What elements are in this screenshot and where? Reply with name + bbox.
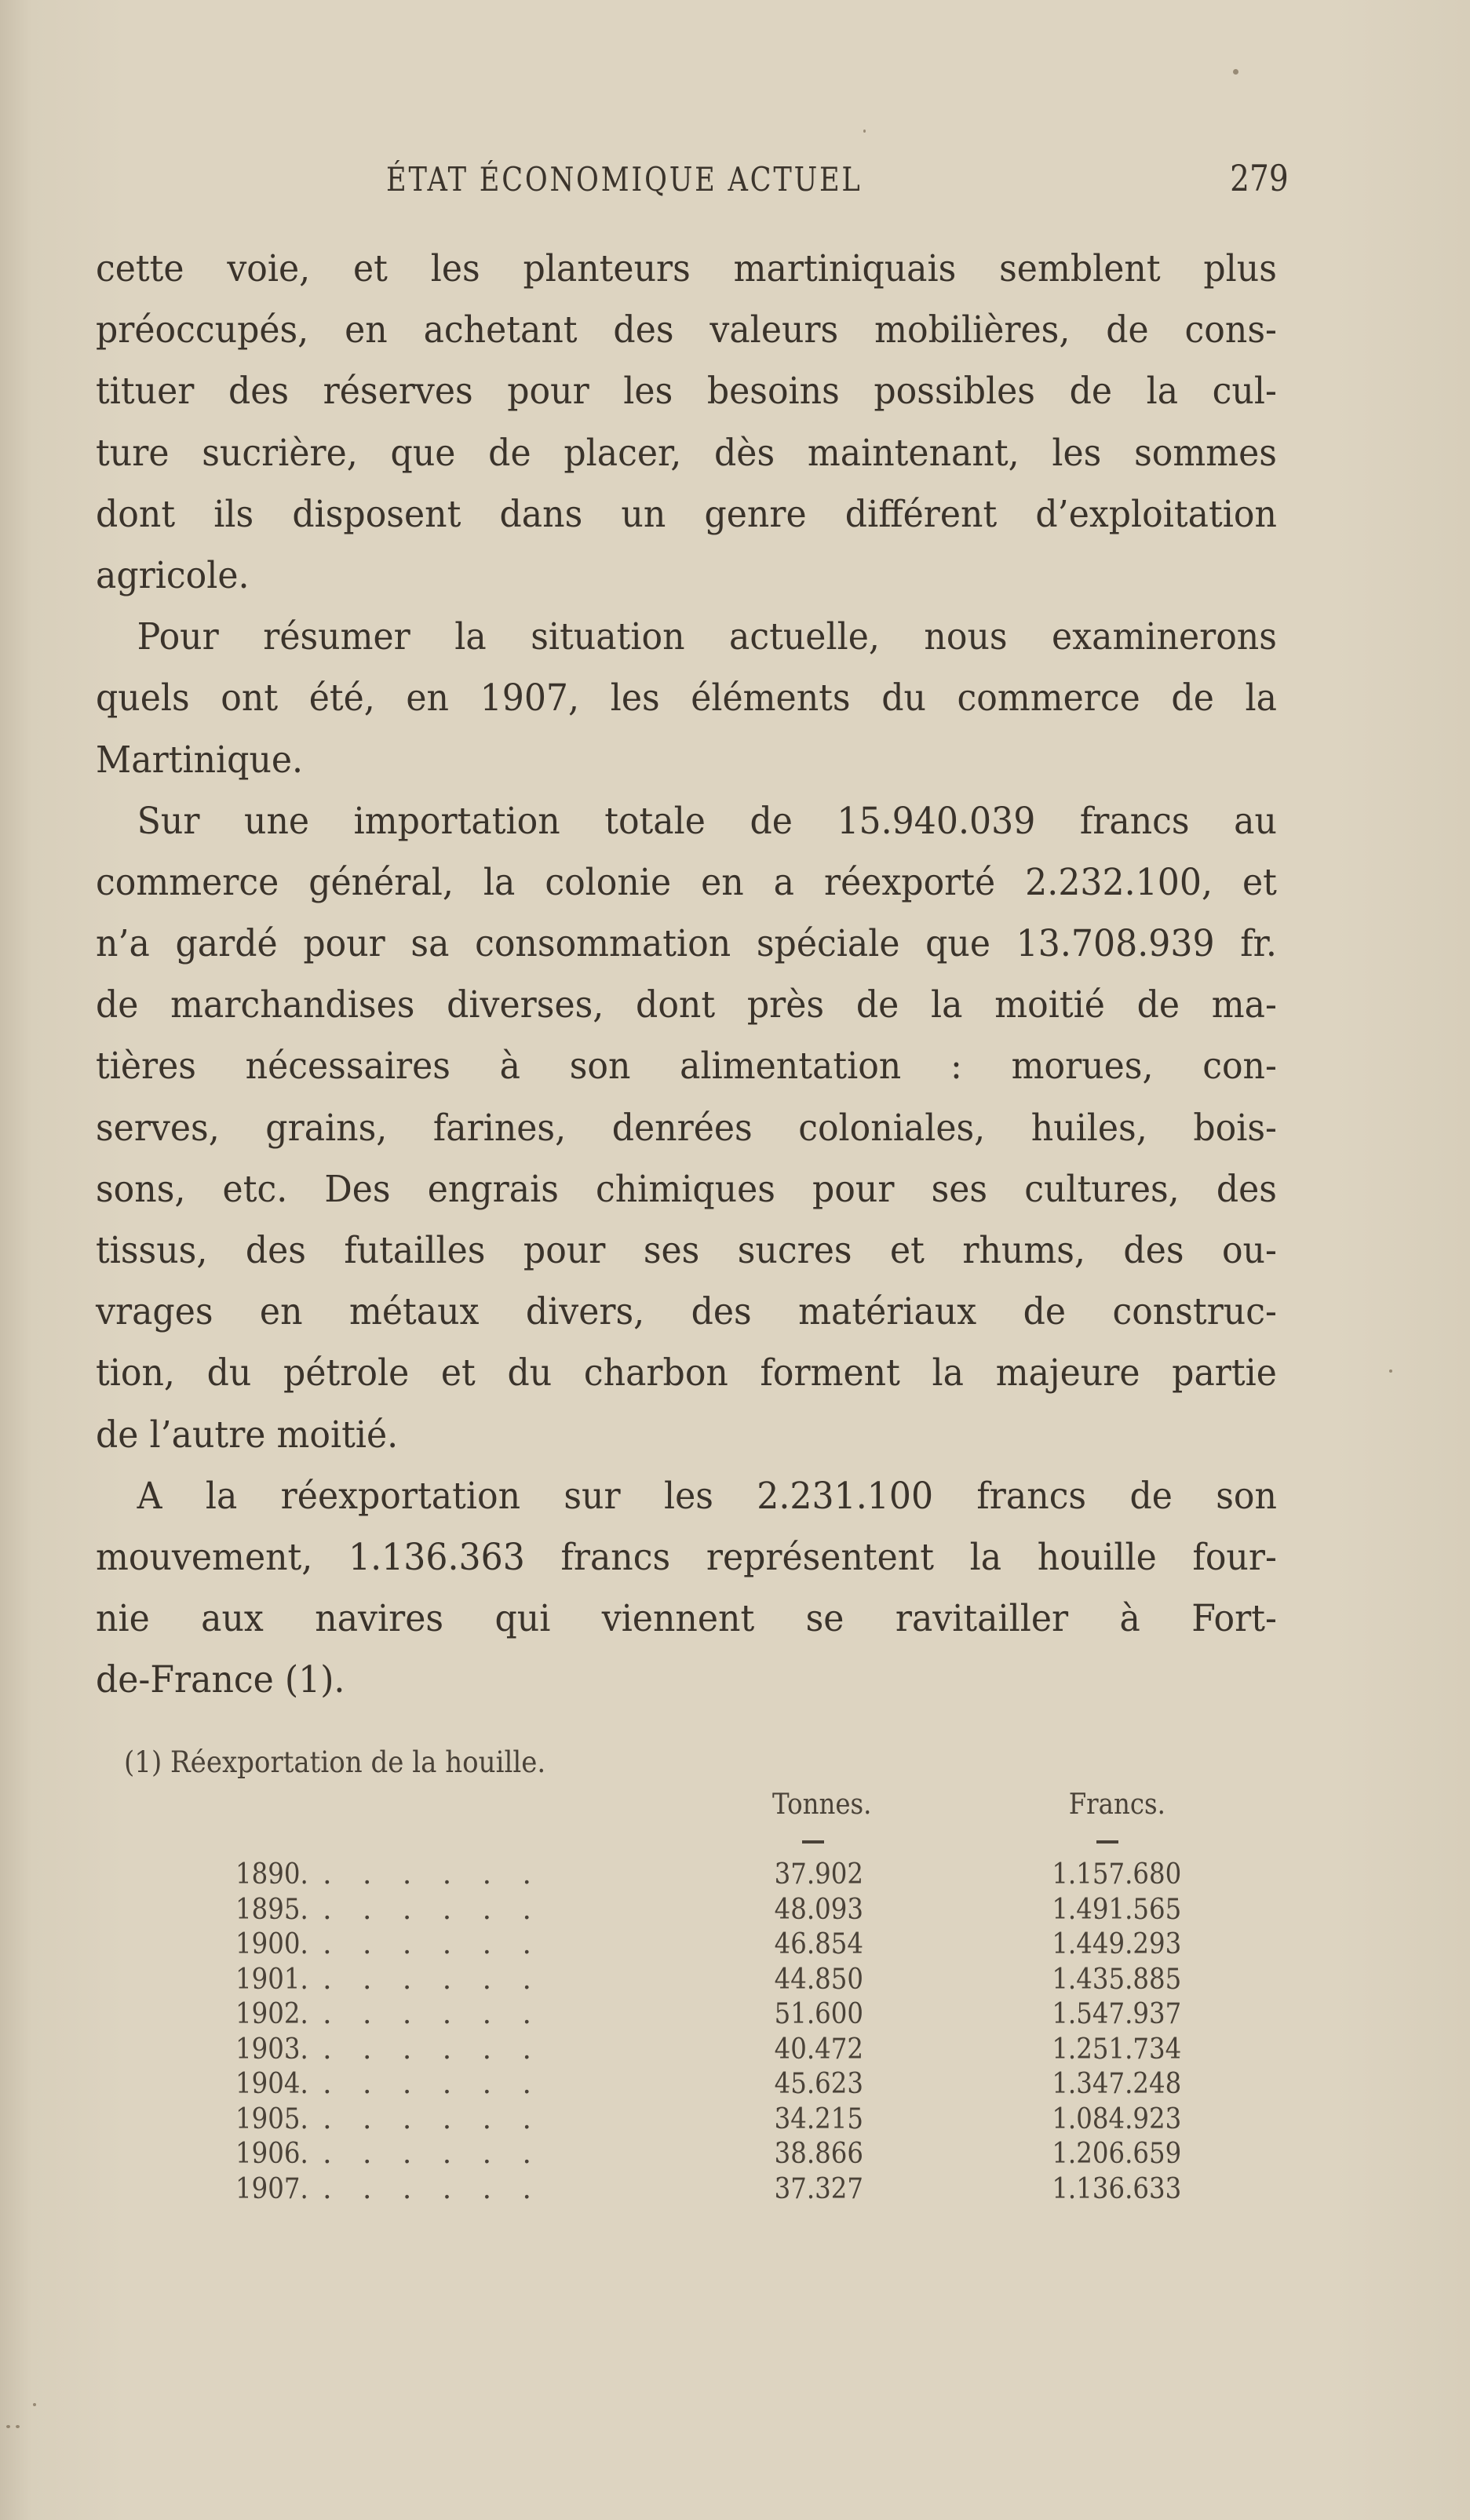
tonnes-cell [565,2137,863,2172]
year-label: 1902. [235,1998,308,2030]
paper-speck [1233,69,1238,75]
francs-cell [863,2067,1181,2102]
year-cell [235,1997,565,2033]
text-line: préoccupés, en achetant des valeurs mobilières, de cons- [96,308,1277,352]
francs-cell [863,1963,1181,1998]
tonnes-value: 40.472 [774,2033,863,2066]
header-tonnes [565,1788,871,1823]
year-cell [235,1927,565,1963]
table-row [235,1997,1181,2033]
year-label: 1906. [235,2138,308,2170]
table-row [235,2067,1181,2102]
francs-cell [863,1858,1181,1893]
francs-value: 1.435.885 [1052,1963,1181,1996]
francs-value: 1.157.680 [1052,1858,1181,1891]
tonnes-value: 38.866 [774,2138,863,2170]
table-row [235,1858,1181,1893]
dot-leader: . . . . . . [323,2138,542,2170]
dot-leader: . . . . . . [323,1928,542,1960]
tonnes-value: 44.850 [774,1963,863,1996]
dash-francs-cell [863,1823,1181,1858]
text-line: tituer des réserves pour les besoins possibles de la cul- [96,370,1277,414]
text-line: cette voie, et les planteurs martiniquais semblent plus [96,247,1277,290]
text-line: Sur une importation totale de 15.940.039 francs au [137,799,1277,843]
tonnes-value: 51.600 [774,1998,863,2030]
tonnes-cell [565,1858,863,1893]
francs-value: 1.136.633 [1052,2172,1181,2205]
tonnes-value: 48.093 [774,1893,863,1926]
francs-cell [863,2033,1181,2068]
text-line: de-France (1). [96,1658,345,1702]
francs-value: 1.347.248 [1052,2068,1181,2100]
paper-speck [33,2403,36,2406]
francs-cell [863,1997,1181,2033]
tonnes-cell [565,1997,863,2033]
tonnes-cell [565,2067,863,2102]
tonnes-cell [565,1893,863,1928]
text-line: sons, etc. Des engrais chimiques pour ses cultures, des [96,1167,1277,1211]
text-line: ture sucrière, que de placer, dès maintenant, les sommes [96,431,1277,475]
header-year [235,1788,565,1823]
francs-cell [863,2137,1181,2172]
footnote [124,1741,1223,1785]
francs-value: 1.491.565 [1052,1893,1181,1926]
table-row [235,2137,1181,2172]
text-line: dont ils disposent dans un genre différent d’exploitation [96,492,1277,536]
header-francs-label: Francs. [1068,1789,1165,1821]
footnote-title: (1) Réexportation de la houille. [124,1745,546,1779]
tonnes-cell [565,2172,863,2208]
dot-leader: . . . . . . [323,1963,542,1996]
year-cell [235,2033,565,2068]
dot-leader: . . . . . . [323,1998,542,2030]
text-line: quels ont été, en 1907, les éléments du commerce de la [96,676,1277,720]
text-line: mouvement, 1.136.363 francs représentent la houille four- [96,1535,1277,1579]
table-dash-row [235,1823,1181,1858]
text-line: Martinique. [96,738,304,782]
table-row [235,2102,1181,2138]
dash-spacer [235,1823,565,1858]
table-row [235,1963,1181,1998]
tonnes-value: 34.215 [774,2102,863,2135]
year-cell [235,1858,565,1893]
tonnes-value: 45.623 [774,2068,863,2100]
body-text [96,239,1277,1712]
dot-leader: . . . . . . [323,1893,542,1926]
header-tonnes-label: Tonnes. [771,1789,871,1821]
dot-leader: . . . . . . [323,2102,542,2135]
dash-rule [1096,1840,1118,1844]
dash-rule [802,1840,824,1844]
table-row [235,1893,1181,1928]
table-row [235,2033,1181,2068]
text-line: de marchandises diverses, dont près de la moitié de ma- [96,983,1277,1027]
tonnes-value: 46.854 [774,1928,863,1960]
year-label: 1904. [235,2068,308,2100]
year-cell [235,1893,565,1928]
text-line: tion, du pétrole et du charbon forment la majeure partie [96,1351,1277,1395]
francs-cell [863,1927,1181,1963]
year-cell [235,2067,565,2102]
text-line: Pour résumer la situation actuelle, nous examinerons [137,615,1277,659]
francs-cell [863,2102,1181,2138]
francs-value: 1.547.937 [1052,1998,1181,2030]
paper-speck [863,129,866,133]
text-line: A la réexportation sur les 2.231.100 francs de son [137,1474,1277,1518]
text-line: tissus, des futailles pour ses sucres et rhums, des ou- [96,1229,1277,1272]
francs-cell [863,1893,1181,1928]
francs-value: 1.251.734 [1052,2033,1181,2066]
text-line: vrages en métaux divers, des matériaux de construc- [96,1290,1277,1334]
francs-value: 1.206.659 [1052,2138,1181,2170]
francs-value: 1.084.923 [1052,2102,1181,2135]
text-line: nie aux navires qui viennent se ravitailler à Fort- [96,1597,1277,1641]
running-title: ÉTAT ÉCONOMIQUE ACTUEL [386,160,863,199]
tonnes-cell [565,2102,863,2138]
dot-leader: . . . . . . [323,2172,542,2205]
year-label: 1895. [235,1893,308,1926]
text-line: serves, grains, farines, denrées coloniales, huiles, bois- [96,1106,1277,1150]
header-francs [863,1788,1181,1823]
paper-speck [1389,1369,1392,1373]
dot-leader: . . . . . . [323,2033,542,2066]
page-number: 279 [1230,157,1289,199]
year-label: 1905. [235,2102,308,2135]
text-line: n’a gardé pour sa consommation spéciale que 13.708.939 fr. [96,922,1277,966]
francs-value: 1.449.293 [1052,1928,1181,1960]
francs-cell [863,2172,1181,2208]
dot-leader: . . . . . . [323,2068,542,2100]
coal-reexport-table [235,1788,1181,2207]
text-line: tières nécessaires à son alimentation : morues, con- [96,1045,1277,1089]
tonnes-cell [565,1963,863,1998]
year-cell [235,1963,565,1998]
year-cell [235,2137,565,2172]
text-line: de l’autre moitié. [96,1413,399,1457]
year-label: 1903. [235,2033,308,2066]
text-line: agricole. [96,553,250,597]
table-row [235,2172,1181,2208]
year-label: 1907. [235,2172,308,2205]
table-header-row [235,1788,1181,1823]
dot-leader: . . . . . . [323,1858,542,1891]
tonnes-value: 37.327 [774,2172,863,2205]
tonnes-cell [565,1927,863,1963]
dash-tonnes-cell [565,1823,863,1858]
year-cell [235,2102,565,2138]
tonnes-value: 37.902 [774,1858,863,1891]
table-body [235,1858,1181,2207]
paper-speck [6,2425,10,2428]
tonnes-cell [565,2033,863,2068]
running-head [386,157,1289,215]
year-label: 1890. [235,1858,308,1891]
year-label: 1901. [235,1963,308,1996]
paper-speck [16,2425,20,2428]
text-line: commerce général, la colonie en a réexporté 2.232.100, et [96,860,1277,904]
year-label: 1900. [235,1928,308,1960]
year-cell [235,2172,565,2208]
table-row [235,1927,1181,1963]
